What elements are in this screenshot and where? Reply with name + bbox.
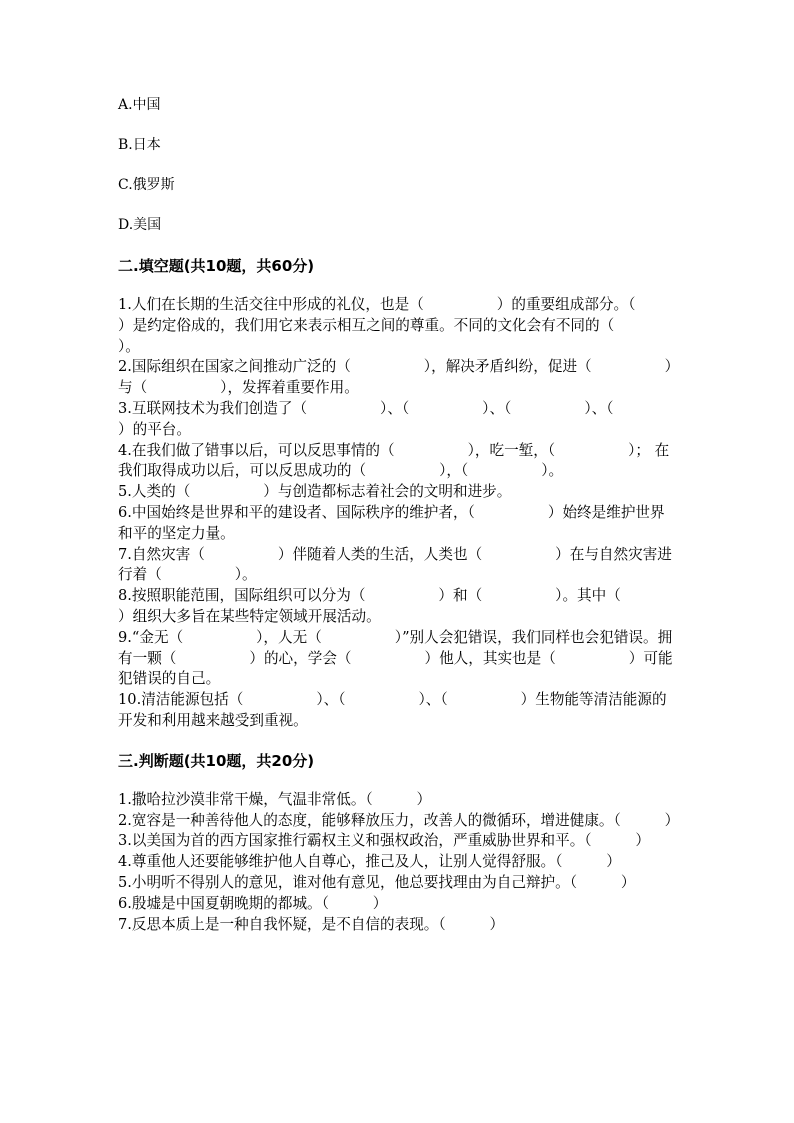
- fill-question-5: 5.人类的（ ）与创造都标志着社会的文明和进步。: [118, 483, 512, 501]
- exam-page: [118, 95, 709, 935]
- judge-question-7: 7.反思本质上是一种自我怀疑，是不自信的表现。（ ）: [118, 915, 505, 933]
- judge-question-3: 3.以美国为首的西方国家推行霸权主义和强权政治，严重威胁世界和平。（ ）: [118, 832, 651, 850]
- fill-question-2: 2.国际组织在国家之间推动广泛的（ ），解决矛盾纠纷，促进（ ）与（ ），发挥着重要作用。: [118, 358, 672, 397]
- fill-question-7: 7.自然灾害（ ）伴随着人类的生活，人类也（ ）在与自然灾害进行着（ ）。: [118, 545, 672, 584]
- section-heading-fill-in: 二.填空题(共10题，共60分): [118, 257, 315, 275]
- fill-question-9: 9.“金无（ ），人无（ ）”别人会犯错误，我们同样也会犯错误。拥有一颗（ ）的心，学会（ ）他人，其实也是（ ）可能犯错误的自己。: [118, 628, 673, 688]
- option-a: A.中国: [118, 97, 161, 113]
- option-b: B.日本: [118, 137, 161, 153]
- fill-question-6: 6.中国始终是世界和平的建设者、国际秩序的维护者，（ ）始终是维护世界和平的坚定力量。: [118, 503, 665, 542]
- true-false-questions: [118, 790, 678, 936]
- option-c: C.俄罗斯: [118, 177, 175, 193]
- fill-in-questions: [118, 295, 709, 732]
- fill-question-4: 4.在我们做了错事以后，可以反思事情的（ ），吃一堑，（ ）； 在我们取得成功以后，可以反思成功的（ ），（ ）。: [118, 441, 670, 480]
- fill-question-1: 1.人们在长期的生活交往中形成的礼仪，也是（ ）的重要组成部分。（ ）是约定俗成的，我们用它来表示相互之间的尊重。不同的文化会有不同的（ ）。: [118, 296, 709, 355]
- judge-question-1: 1.撒哈拉沙漠非常干燥，气温非常低。（ ）: [118, 790, 432, 808]
- option-d: D.美国: [118, 217, 162, 233]
- fill-question-8: 8.按照职能范围，国际组织可以分为（ ）和（ ）。其中（ ）组织大多旨在某些特定领域开展活动。: [118, 587, 694, 625]
- judge-question-5: 5.小明听不得别人的意见，谁对他有意见，他总要找理由为自己辩护。（ ）: [118, 873, 636, 891]
- fill-question-3: 3.互联网技术为我们创造了（ ）、（ ）、（ ）、（ ）的平台。: [118, 399, 687, 438]
- fill-question-10: 10.清洁能源包括（ ）、（ ）、（ ）生物能等清洁能源的开发和利用越来越受到重视。: [118, 691, 667, 729]
- judge-question-2: 2.宽容是一种善待他人的态度，能够释放压力，改善人的微循环，增进健康。（ ）: [118, 811, 680, 829]
- judge-question-4: 4.尊重他人还要能够维护他人自尊心，推己及人，让别人觉得舒服。（ ）: [118, 853, 621, 871]
- choice-options: [118, 95, 678, 235]
- section-heading-true-false: 三.判断题(共10题，共20分): [118, 751, 315, 770]
- judge-question-6: 6.殷墟是中国夏朝晚期的都城。（ ）: [118, 894, 388, 912]
